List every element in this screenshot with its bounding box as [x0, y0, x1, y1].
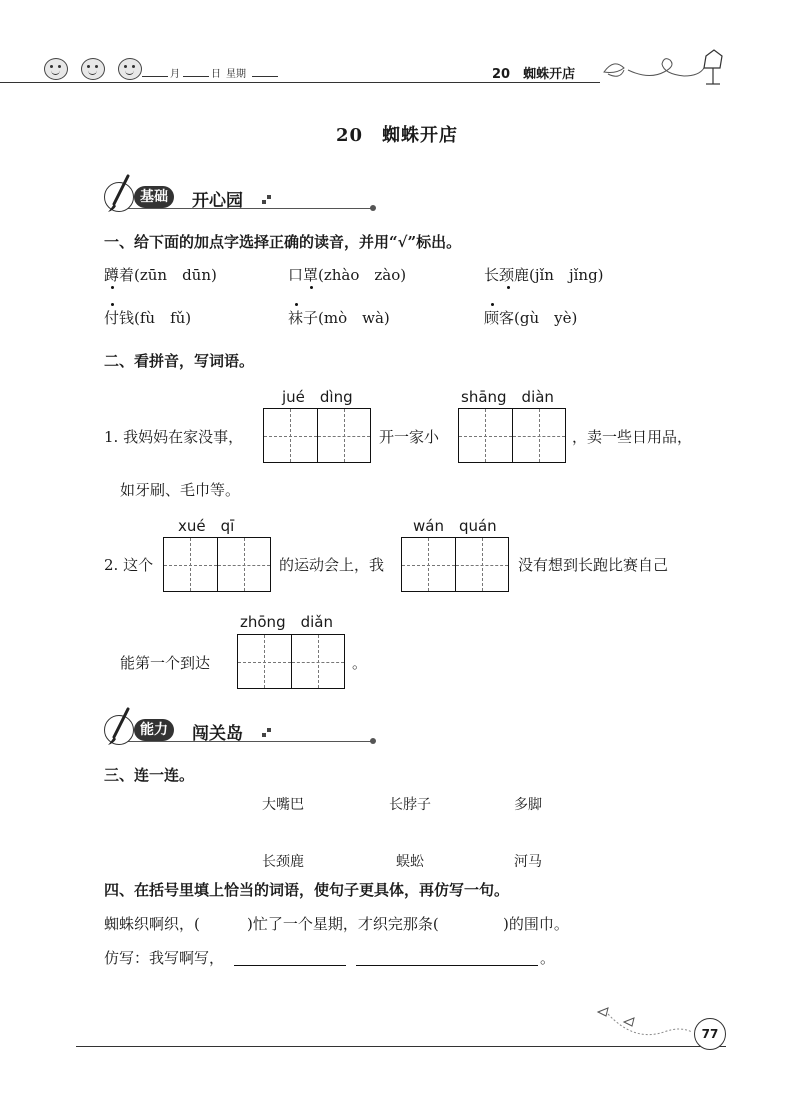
page-number: 77 [694, 1018, 726, 1050]
q1-item-1: 蹲着(zūn dūn) [104, 266, 217, 284]
q2-sentence1-part1: 1. 我妈妈在家没事， [104, 428, 244, 446]
section1-square-decor [262, 200, 266, 204]
q2-sentence1-part2: 开一家小 [379, 428, 440, 446]
match-bottom-word[interactable]: 长颈鹿 [262, 854, 304, 870]
smiley-face-icon [44, 58, 68, 80]
pinyin-xueqi: xué qī [178, 517, 235, 535]
section1-square-decor [267, 195, 271, 199]
section1-rule [128, 208, 372, 209]
writing-grid-xueqi[interactable] [163, 537, 271, 592]
q4-line1-part1: 蜘蛛织啊织，( [104, 915, 200, 933]
answer-blank-1[interactable] [234, 965, 346, 966]
q4-line1-part2: )忙了一个星期，才织完那条( [247, 915, 439, 933]
section1-title: 开心园 [192, 191, 243, 211]
paintbrush-icon [104, 174, 134, 214]
header-rule [0, 82, 600, 83]
match-top-word[interactable]: 多脚 [514, 797, 542, 813]
q1-item-3: 长颈鹿(jǐn jǐng) [484, 266, 604, 284]
q4-line1-part3: )的围巾。 [503, 915, 569, 933]
smiley-face-icon [118, 58, 142, 80]
writing-grid-jueding[interactable] [263, 408, 371, 463]
q4-line2-part1: 仿写：我写啊写， [104, 949, 225, 967]
butterfly-vine-icon [594, 44, 734, 94]
writing-grid-shangdian[interactable] [458, 408, 566, 463]
emphasis-dot [507, 286, 510, 289]
q1-item-6: 顾客(gù yè) [484, 309, 578, 327]
q3-heading: 三、连一连。 [104, 766, 195, 784]
match-top-word[interactable]: 大嘴巴 [262, 797, 304, 813]
q1-item-4: 付钱(fù fǔ) [104, 309, 192, 327]
section1-badge: 基础 [134, 186, 174, 208]
smiley-face-icon [81, 58, 105, 80]
q2-sentence2-part3: 没有想到长跑比赛自己 [518, 556, 669, 574]
writing-grid-wanquan[interactable] [401, 537, 509, 592]
q1-item-2: 口罩(zhào zào) [288, 266, 407, 284]
pinyin-zhongdian: zhōng diǎn [240, 613, 333, 631]
emphasis-dot [295, 303, 298, 306]
date-day-label: 日 [211, 69, 221, 80]
q1-heading: 一、给下面的加点字选择正确的读音，并用“√”标出。 [104, 233, 462, 251]
footer-rule [76, 1046, 726, 1047]
q4-line2-end: 。 [540, 949, 556, 967]
emphasis-dot [491, 303, 494, 306]
section2-square-decor [262, 733, 266, 737]
date-month-label: 月 [170, 69, 180, 80]
date-weekday-label: 星期 [226, 69, 246, 80]
q2-sentence2-part4: 能第一个到达 [120, 654, 211, 672]
q2-sentence2-end: 。 [352, 654, 368, 672]
match-top-word[interactable]: 长脖子 [389, 797, 431, 813]
pinyin-jueding: jué dìng [282, 388, 353, 406]
writing-grid-zhongdian[interactable] [237, 634, 345, 689]
match-bottom-word[interactable]: 河马 [514, 854, 542, 870]
q2-sentence1-part4: 如牙刷、毛巾等。 [120, 481, 241, 499]
q2-sentence2-part2: 的运动会上，我 [279, 556, 385, 574]
emphasis-dot [310, 286, 313, 289]
paper-bird-vine-icon [594, 1002, 694, 1042]
match-bottom-word[interactable]: 蜈蚣 [396, 854, 424, 870]
weekday-blank[interactable] [252, 76, 278, 77]
q2-sentence2-part1: 2. 这个 [104, 556, 154, 574]
emphasis-dot [111, 286, 114, 289]
header-lesson-title: 20 蜘蛛开店 [492, 67, 576, 82]
section2-badge: 能力 [134, 719, 174, 741]
pinyin-wanquan: wán quán [413, 517, 497, 535]
section2-rule-dot [370, 738, 376, 744]
section2-title: 闯关岛 [192, 724, 243, 744]
q2-heading: 二、看拼音，写词语。 [104, 352, 255, 370]
paintbrush-icon [104, 707, 134, 747]
page-title: 20 蜘蛛开店 [335, 125, 459, 146]
q4-heading: 四、在括号里填上恰当的词语，使句子更具体，再仿写一句。 [104, 881, 510, 899]
pinyin-shangdian: shāng diàn [461, 388, 554, 406]
section2-square-decor [267, 728, 271, 732]
section1-rule-dot [370, 205, 376, 211]
answer-blank-2[interactable] [356, 965, 538, 966]
q1-item-5: 袜子(mò wà) [288, 309, 390, 327]
q2-sentence1-part3: ，卖一些日用品， [572, 428, 693, 446]
day-blank[interactable] [183, 76, 209, 77]
month-blank[interactable] [142, 76, 168, 77]
section2-rule [128, 741, 372, 742]
emphasis-dot [111, 303, 114, 306]
